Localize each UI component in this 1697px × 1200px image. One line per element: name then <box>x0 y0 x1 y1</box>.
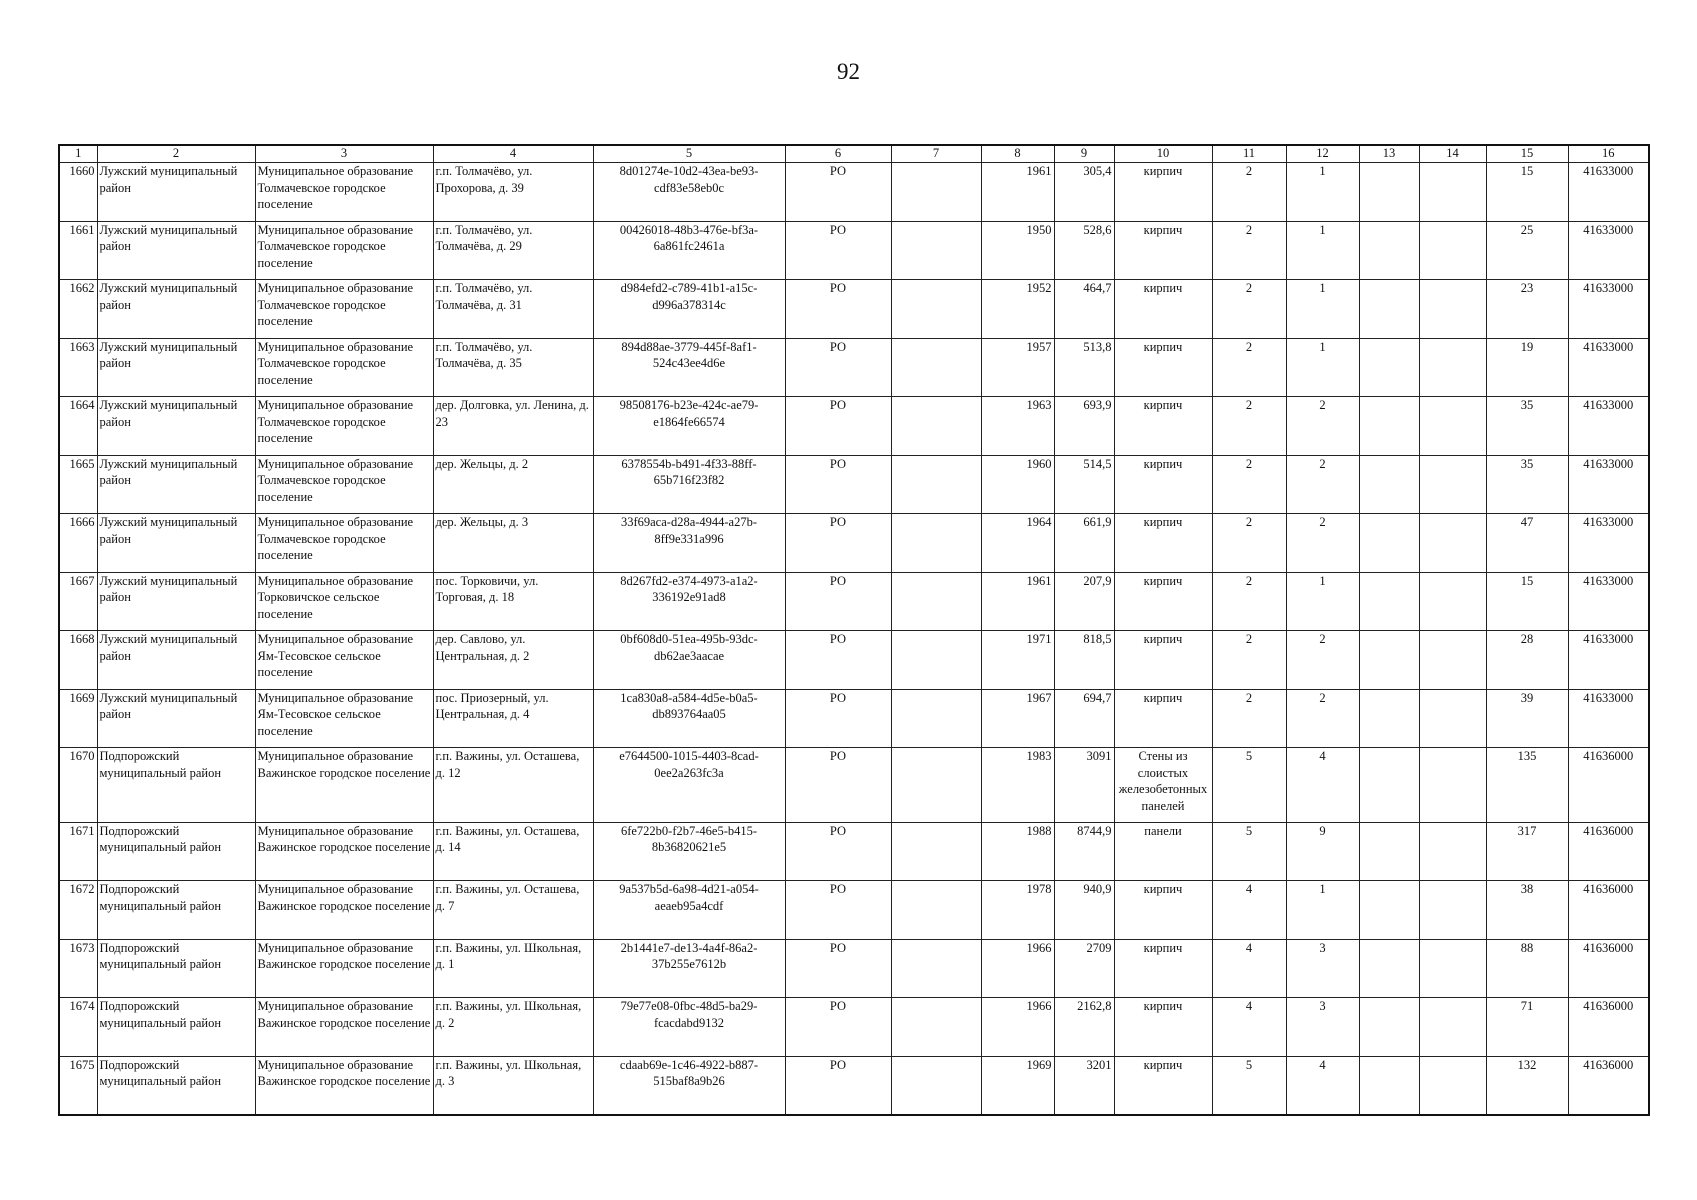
cell-floors: 2 <box>1212 514 1286 573</box>
cell-c14 <box>1419 514 1486 573</box>
cell-guid: 79e77e08-0fbc-48d5-ba29-fcacdabd9132 <box>593 998 785 1057</box>
cell-n: 1667 <box>59 572 97 631</box>
cell-c13 <box>1359 338 1419 397</box>
cell-guid: 8d01274e-10d2-43ea-be93-cdf83e58eb0c <box>593 163 785 222</box>
cell-year: 1950 <box>981 221 1054 280</box>
cell-c6: РО <box>785 338 891 397</box>
cell-municipality: Муниципальное образование Важинское городское поселение <box>255 881 433 940</box>
column-header-7: 7 <box>891 145 981 163</box>
cell-n: 1664 <box>59 397 97 456</box>
cell-area: 818,5 <box>1054 631 1114 690</box>
cell-area: 2162,8 <box>1054 998 1114 1057</box>
cell-n: 1674 <box>59 998 97 1057</box>
cell-oktmo: 41633000 <box>1568 397 1649 456</box>
cell-guid: 894d88ae-3779-445f-8af1-524c43ee4d6e <box>593 338 785 397</box>
cell-year: 1971 <box>981 631 1054 690</box>
cell-c14 <box>1419 163 1486 222</box>
cell-floors: 2 <box>1212 280 1286 339</box>
column-header-9: 9 <box>1054 145 1114 163</box>
cell-c13 <box>1359 822 1419 881</box>
table-row <box>59 998 1649 1057</box>
cell-floors: 4 <box>1212 939 1286 998</box>
cell-c14 <box>1419 280 1486 339</box>
cell-c6: РО <box>785 689 891 748</box>
cell-guid: 1ca830a8-a584-4d5e-b0a5-db893764aa05 <box>593 689 785 748</box>
table-row <box>59 280 1649 339</box>
cell-c6: РО <box>785 514 891 573</box>
column-header-11: 11 <box>1212 145 1286 163</box>
cell-district: Лужский муниципальный район <box>97 163 255 222</box>
cell-c7 <box>891 1056 981 1115</box>
table-row <box>59 397 1649 456</box>
cell-municipality: Муниципальное образование Толмачевское городское поселение <box>255 514 433 573</box>
cell-c14 <box>1419 221 1486 280</box>
cell-n: 1665 <box>59 455 97 514</box>
cell-c6: РО <box>785 572 891 631</box>
cell-n: 1662 <box>59 280 97 339</box>
cell-c13 <box>1359 748 1419 823</box>
cell-oktmo: 41633000 <box>1568 221 1649 280</box>
cell-c15: 135 <box>1486 748 1568 823</box>
cell-oktmo: 41633000 <box>1568 689 1649 748</box>
cell-c7 <box>891 221 981 280</box>
cell-area: 693,9 <box>1054 397 1114 456</box>
cell-c12: 4 <box>1286 1056 1359 1115</box>
cell-oktmo: 41633000 <box>1568 572 1649 631</box>
column-header-2: 2 <box>97 145 255 163</box>
cell-district: Подпорожский муниципальный район <box>97 1056 255 1115</box>
cell-c13 <box>1359 397 1419 456</box>
cell-area: 514,5 <box>1054 455 1114 514</box>
cell-c15: 35 <box>1486 455 1568 514</box>
cell-c15: 88 <box>1486 939 1568 998</box>
cell-material: кирпич <box>1114 163 1212 222</box>
cell-c7 <box>891 572 981 631</box>
cell-n: 1671 <box>59 822 97 881</box>
cell-c13 <box>1359 881 1419 940</box>
cell-n: 1672 <box>59 881 97 940</box>
cell-n: 1670 <box>59 748 97 823</box>
cell-c13 <box>1359 689 1419 748</box>
cell-material: кирпич <box>1114 939 1212 998</box>
cell-c15: 19 <box>1486 338 1568 397</box>
cell-c6: РО <box>785 455 891 514</box>
cell-c7 <box>891 163 981 222</box>
cell-c12: 1 <box>1286 280 1359 339</box>
cell-year: 1966 <box>981 998 1054 1057</box>
cell-floors: 5 <box>1212 748 1286 823</box>
cell-area: 8744,9 <box>1054 822 1114 881</box>
cell-address: г.п. Толмачёво, ул. Толмачёва, д. 29 <box>433 221 593 280</box>
table-row <box>59 822 1649 881</box>
cell-n: 1675 <box>59 1056 97 1115</box>
cell-oktmo: 41633000 <box>1568 514 1649 573</box>
cell-district: Лужский муниципальный район <box>97 280 255 339</box>
cell-floors: 2 <box>1212 455 1286 514</box>
cell-c14 <box>1419 572 1486 631</box>
cell-n: 1660 <box>59 163 97 222</box>
cell-material: Стены из слоистых железобетонных панелей <box>1114 748 1212 823</box>
cell-municipality: Муниципальное образование Ям-Тесовское сельское поселение <box>255 631 433 690</box>
cell-c6: РО <box>785 748 891 823</box>
cell-c12: 3 <box>1286 998 1359 1057</box>
cell-c13 <box>1359 998 1419 1057</box>
cell-c14 <box>1419 689 1486 748</box>
cell-material: кирпич <box>1114 631 1212 690</box>
cell-c6: РО <box>785 221 891 280</box>
cell-guid: 00426018-48b3-476e-bf3a-6a861fc2461a <box>593 221 785 280</box>
cell-n: 1666 <box>59 514 97 573</box>
cell-c14 <box>1419 881 1486 940</box>
cell-municipality: Муниципальное образование Важинское городское поселение <box>255 998 433 1057</box>
cell-c12: 1 <box>1286 221 1359 280</box>
cell-year: 1988 <box>981 822 1054 881</box>
cell-area: 305,4 <box>1054 163 1114 222</box>
cell-address: дер. Жельцы, д. 3 <box>433 514 593 573</box>
table-row <box>59 572 1649 631</box>
cell-area: 3201 <box>1054 1056 1114 1115</box>
page-number: 92 <box>837 59 860 84</box>
cell-address: г.п. Толмачёво, ул. Прохорова, д. 39 <box>433 163 593 222</box>
cell-c15: 15 <box>1486 572 1568 631</box>
cell-floors: 4 <box>1212 881 1286 940</box>
cell-material: кирпич <box>1114 689 1212 748</box>
cell-c12: 9 <box>1286 822 1359 881</box>
table-body <box>59 163 1649 1115</box>
cell-c12: 2 <box>1286 514 1359 573</box>
cell-c7 <box>891 397 981 456</box>
cell-c14 <box>1419 455 1486 514</box>
cell-c6: РО <box>785 397 891 456</box>
cell-municipality: Муниципальное образование Толмачевское городское поселение <box>255 455 433 514</box>
cell-c13 <box>1359 1056 1419 1115</box>
cell-c6: РО <box>785 998 891 1057</box>
cell-year: 1963 <box>981 397 1054 456</box>
cell-oktmo: 41636000 <box>1568 1056 1649 1115</box>
cell-material: панели <box>1114 822 1212 881</box>
cell-district: Лужский муниципальный район <box>97 572 255 631</box>
cell-c15: 47 <box>1486 514 1568 573</box>
cell-material: кирпич <box>1114 881 1212 940</box>
cell-c15: 35 <box>1486 397 1568 456</box>
cell-c7 <box>891 280 981 339</box>
cell-c7 <box>891 939 981 998</box>
cell-address: г.п. Важины, ул. Школьная, д. 2 <box>433 998 593 1057</box>
cell-c7 <box>891 998 981 1057</box>
column-header-13: 13 <box>1359 145 1419 163</box>
cell-year: 1969 <box>981 1056 1054 1115</box>
cell-material: кирпич <box>1114 455 1212 514</box>
cell-c14 <box>1419 748 1486 823</box>
cell-material: кирпич <box>1114 514 1212 573</box>
cell-address: дер. Долговка, ул. Ленина, д. 23 <box>433 397 593 456</box>
cell-n: 1668 <box>59 631 97 690</box>
cell-year: 1952 <box>981 280 1054 339</box>
cell-guid: e7644500-1015-4403-8cad-0ee2a263fc3a <box>593 748 785 823</box>
cell-c6: РО <box>785 939 891 998</box>
cell-c12: 2 <box>1286 455 1359 514</box>
cell-municipality: Муниципальное образование Важинское городское поселение <box>255 748 433 823</box>
column-header-4: 4 <box>433 145 593 163</box>
cell-guid: d984efd2-c789-41b1-a15c-d996a378314c <box>593 280 785 339</box>
cell-material: кирпич <box>1114 280 1212 339</box>
cell-oktmo: 41633000 <box>1568 631 1649 690</box>
cell-c13 <box>1359 631 1419 690</box>
cell-c14 <box>1419 939 1486 998</box>
cell-year: 1957 <box>981 338 1054 397</box>
cell-year: 1960 <box>981 455 1054 514</box>
cell-district: Подпорожский муниципальный район <box>97 881 255 940</box>
cell-c12: 2 <box>1286 689 1359 748</box>
cell-c15: 38 <box>1486 881 1568 940</box>
cell-oktmo: 41633000 <box>1568 280 1649 339</box>
cell-c15: 15 <box>1486 163 1568 222</box>
column-header-10: 10 <box>1114 145 1212 163</box>
cell-guid: 9a537b5d-6a98-4d21-a054-aeaeb95a4cdf <box>593 881 785 940</box>
cell-municipality: Муниципальное образование Важинское городское поселение <box>255 1056 433 1115</box>
cell-n: 1663 <box>59 338 97 397</box>
cell-year: 1967 <box>981 689 1054 748</box>
cell-c7 <box>891 455 981 514</box>
cell-c7 <box>891 748 981 823</box>
cell-area: 513,8 <box>1054 338 1114 397</box>
cell-district: Лужский муниципальный район <box>97 455 255 514</box>
cell-c15: 317 <box>1486 822 1568 881</box>
cell-guid: 0bf608d0-51ea-495b-93dc-db62ae3aacae <box>593 631 785 690</box>
cell-c12: 3 <box>1286 939 1359 998</box>
table-row <box>59 455 1649 514</box>
cell-municipality: Муниципальное образование Толмачевское городское поселение <box>255 163 433 222</box>
table-row <box>59 1056 1649 1115</box>
registry-table <box>58 144 1650 1116</box>
cell-c14 <box>1419 338 1486 397</box>
cell-c13 <box>1359 572 1419 631</box>
cell-c6: РО <box>785 163 891 222</box>
cell-c15: 23 <box>1486 280 1568 339</box>
cell-address: г.п. Важины, ул. Школьная, д. 1 <box>433 939 593 998</box>
cell-oktmo: 41633000 <box>1568 338 1649 397</box>
cell-district: Лужский муниципальный район <box>97 631 255 690</box>
cell-district: Подпорожский муниципальный район <box>97 748 255 823</box>
cell-material: кирпич <box>1114 998 1212 1057</box>
table-row <box>59 631 1649 690</box>
cell-area: 528,6 <box>1054 221 1114 280</box>
cell-address: г.п. Толмачёво, ул. Толмачёва, д. 31 <box>433 280 593 339</box>
cell-floors: 5 <box>1212 822 1286 881</box>
cell-c15: 28 <box>1486 631 1568 690</box>
cell-c13 <box>1359 163 1419 222</box>
table-row <box>59 689 1649 748</box>
cell-c7 <box>891 631 981 690</box>
column-header-5: 5 <box>593 145 785 163</box>
cell-address: пос. Торковичи, ул. Торговая, д. 18 <box>433 572 593 631</box>
cell-oktmo: 41636000 <box>1568 998 1649 1057</box>
cell-guid: 33f69aca-d28a-4944-a27b-8ff9e331a996 <box>593 514 785 573</box>
cell-address: пос. Приозерный, ул. Центральная, д. 4 <box>433 689 593 748</box>
cell-c15: 25 <box>1486 221 1568 280</box>
cell-area: 207,9 <box>1054 572 1114 631</box>
cell-floors: 2 <box>1212 572 1286 631</box>
table-row <box>59 338 1649 397</box>
column-number-row <box>59 145 1649 163</box>
cell-c7 <box>891 881 981 940</box>
cell-address: г.п. Важины, ул. Школьная, д. 3 <box>433 1056 593 1115</box>
cell-area: 3091 <box>1054 748 1114 823</box>
cell-material: кирпич <box>1114 572 1212 631</box>
cell-address: г.п. Важины, ул. Осташева, д. 7 <box>433 881 593 940</box>
column-header-16: 16 <box>1568 145 1649 163</box>
cell-address: дер. Жельцы, д. 2 <box>433 455 593 514</box>
cell-floors: 5 <box>1212 1056 1286 1115</box>
cell-year: 1983 <box>981 748 1054 823</box>
cell-oktmo: 41636000 <box>1568 748 1649 823</box>
cell-year: 1961 <box>981 572 1054 631</box>
cell-material: кирпич <box>1114 338 1212 397</box>
column-header-1: 1 <box>59 145 97 163</box>
column-header-8: 8 <box>981 145 1054 163</box>
cell-c12: 1 <box>1286 163 1359 222</box>
cell-district: Подпорожский муниципальный район <box>97 822 255 881</box>
cell-address: дер. Савлово, ул. Центральная, д. 2 <box>433 631 593 690</box>
cell-floors: 2 <box>1212 397 1286 456</box>
cell-oktmo: 41636000 <box>1568 939 1649 998</box>
cell-year: 1964 <box>981 514 1054 573</box>
cell-c12: 2 <box>1286 631 1359 690</box>
cell-year: 1961 <box>981 163 1054 222</box>
cell-municipality: Муниципальное образование Важинское городское поселение <box>255 822 433 881</box>
cell-area: 694,7 <box>1054 689 1114 748</box>
cell-floors: 4 <box>1212 998 1286 1057</box>
cell-year: 1966 <box>981 939 1054 998</box>
cell-floors: 2 <box>1212 631 1286 690</box>
cell-municipality: Муниципальное образование Торковичское сельское поселение <box>255 572 433 631</box>
cell-floors: 2 <box>1212 338 1286 397</box>
cell-oktmo: 41633000 <box>1568 163 1649 222</box>
cell-n: 1661 <box>59 221 97 280</box>
cell-year: 1978 <box>981 881 1054 940</box>
cell-c15: 132 <box>1486 1056 1568 1115</box>
cell-c6: РО <box>785 881 891 940</box>
cell-c12: 4 <box>1286 748 1359 823</box>
cell-area: 661,9 <box>1054 514 1114 573</box>
cell-c13 <box>1359 939 1419 998</box>
cell-material: кирпич <box>1114 1056 1212 1115</box>
cell-c7 <box>891 338 981 397</box>
cell-district: Лужский муниципальный район <box>97 514 255 573</box>
cell-guid: cdaab69e-1c46-4922-b887-515baf8a9b26 <box>593 1056 785 1115</box>
cell-c7 <box>891 689 981 748</box>
cell-n: 1673 <box>59 939 97 998</box>
cell-municipality: Муниципальное образование Ям-Тесовское сельское поселение <box>255 689 433 748</box>
cell-district: Подпорожский муниципальный район <box>97 998 255 1057</box>
cell-municipality: Муниципальное образование Толмачевское городское поселение <box>255 338 433 397</box>
cell-district: Подпорожский муниципальный район <box>97 939 255 998</box>
cell-area: 464,7 <box>1054 280 1114 339</box>
cell-district: Лужский муниципальный район <box>97 689 255 748</box>
cell-c13 <box>1359 221 1419 280</box>
cell-c7 <box>891 514 981 573</box>
cell-guid: 98508176-b23e-424c-ae79-e1864fe66574 <box>593 397 785 456</box>
cell-c13 <box>1359 280 1419 339</box>
cell-c6: РО <box>785 280 891 339</box>
cell-c7 <box>891 822 981 881</box>
cell-c14 <box>1419 998 1486 1057</box>
cell-oktmo: 41636000 <box>1568 822 1649 881</box>
cell-floors: 2 <box>1212 163 1286 222</box>
cell-floors: 2 <box>1212 689 1286 748</box>
table-row <box>59 514 1649 573</box>
table-row <box>59 881 1649 940</box>
cell-c14 <box>1419 1056 1486 1115</box>
cell-municipality: Муниципальное образование Толмачевское городское поселение <box>255 221 433 280</box>
cell-c6: РО <box>785 1056 891 1115</box>
cell-c12: 1 <box>1286 338 1359 397</box>
cell-c15: 71 <box>1486 998 1568 1057</box>
cell-material: кирпич <box>1114 221 1212 280</box>
table-row <box>59 221 1649 280</box>
cell-material: кирпич <box>1114 397 1212 456</box>
cell-c6: РО <box>785 822 891 881</box>
cell-c12: 1 <box>1286 572 1359 631</box>
cell-district: Лужский муниципальный район <box>97 221 255 280</box>
column-header-12: 12 <box>1286 145 1359 163</box>
cell-municipality: Муниципальное образование Толмачевское городское поселение <box>255 397 433 456</box>
cell-municipality: Муниципальное образование Толмачевское городское поселение <box>255 280 433 339</box>
column-header-3: 3 <box>255 145 433 163</box>
column-header-6: 6 <box>785 145 891 163</box>
cell-c14 <box>1419 631 1486 690</box>
cell-guid: 2b1441e7-de13-4a4f-86a2-37b255e7612b <box>593 939 785 998</box>
cell-area: 940,9 <box>1054 881 1114 940</box>
column-header-14: 14 <box>1419 145 1486 163</box>
column-header-15: 15 <box>1486 145 1568 163</box>
table-row <box>59 748 1649 823</box>
table-row <box>59 939 1649 998</box>
cell-n: 1669 <box>59 689 97 748</box>
cell-c14 <box>1419 397 1486 456</box>
cell-oktmo: 41633000 <box>1568 455 1649 514</box>
cell-area: 2709 <box>1054 939 1114 998</box>
cell-address: г.п. Толмачёво, ул. Толмачёва, д. 35 <box>433 338 593 397</box>
cell-c13 <box>1359 514 1419 573</box>
cell-c14 <box>1419 822 1486 881</box>
cell-c6: РО <box>785 631 891 690</box>
cell-guid: 6378554b-b491-4f33-88ff-65b716f23f82 <box>593 455 785 514</box>
cell-c12: 2 <box>1286 397 1359 456</box>
cell-guid: 8d267fd2-e374-4973-a1a2-336192e91ad8 <box>593 572 785 631</box>
table-row <box>59 163 1649 222</box>
cell-oktmo: 41636000 <box>1568 881 1649 940</box>
cell-address: г.п. Важины, ул. Осташева, д. 12 <box>433 748 593 823</box>
cell-district: Лужский муниципальный район <box>97 338 255 397</box>
cell-c13 <box>1359 455 1419 514</box>
cell-floors: 2 <box>1212 221 1286 280</box>
cell-c12: 1 <box>1286 881 1359 940</box>
cell-municipality: Муниципальное образование Важинское городское поселение <box>255 939 433 998</box>
cell-district: Лужский муниципальный район <box>97 397 255 456</box>
cell-guid: 6fe722b0-f2b7-46e5-b415-8b36820621e5 <box>593 822 785 881</box>
cell-c15: 39 <box>1486 689 1568 748</box>
cell-address: г.п. Важины, ул. Осташева, д. 14 <box>433 822 593 881</box>
